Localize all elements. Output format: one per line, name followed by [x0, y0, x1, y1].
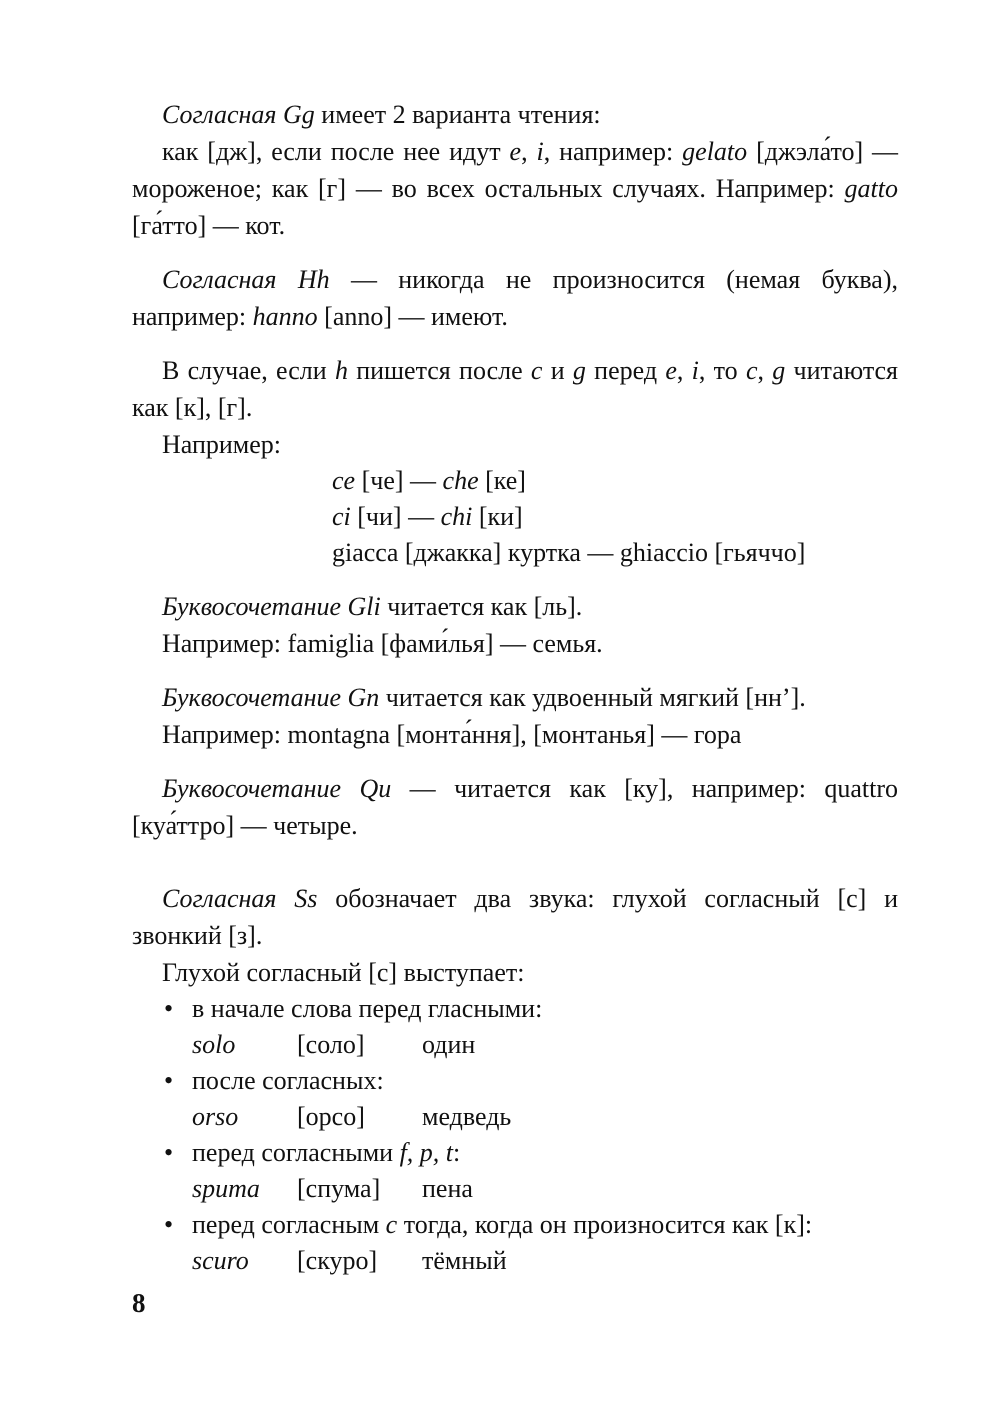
- ss-paragraph: Согласная Ss обозначает два звука: глухой согласный [с] и звонкий [з].: [132, 884, 898, 950]
- list-item: • после согласных:: [132, 1063, 898, 1099]
- example-line: ce [че] — che [ке]: [332, 466, 526, 495]
- bullet: •: [164, 994, 174, 1023]
- gli-heading: Буквосочетание Gli читается как [ль].: [162, 592, 583, 621]
- bullet: •: [164, 1138, 174, 1167]
- list-item: • перед согласным c тогда, когда он произносится как [к]:: [132, 1207, 898, 1243]
- word-row: scuro [скуро] тёмный: [192, 1246, 507, 1275]
- list-item: • перед согласными f, p, t:: [132, 1135, 898, 1171]
- word-row: solo [соло] один: [192, 1030, 476, 1059]
- page-number: 8: [132, 1288, 146, 1318]
- example-label: Например:: [162, 430, 282, 459]
- word-row: orso [орсо] медведь: [192, 1102, 512, 1131]
- ss-intro: Глухой согласный [с] выступает:: [162, 958, 525, 987]
- gg-heading: Согласная Gg имеет 2 варианта чтения:: [162, 100, 601, 129]
- bullet: •: [164, 1210, 174, 1239]
- example-line: ci [чи] — chi [ки]: [332, 502, 523, 531]
- ch-paragraph: В случае, если h пишется после c и g перед e, i, то c, g читаются как [к], [г].: [132, 356, 899, 422]
- qu-paragraph: Буквосочетание Qu — читается как [ку], например: quattro [куа́ттро] — четыре.: [132, 774, 898, 840]
- gn-example: Например: montagna [монта́ння], [монтанья] — гора: [162, 720, 742, 749]
- example-line: giacca [джакка] куртка — ghiaccio [гьяччо]: [332, 538, 806, 567]
- gli-example: Например: famiglia [фами́лья] — семья.: [162, 629, 603, 658]
- bullet: •: [164, 1066, 174, 1095]
- hh-paragraph: Согласная Hh — никогда не произносится (немая буква), например: hanno [anno] — имеют.: [132, 265, 898, 331]
- word-row: spuma [спума] пена: [192, 1174, 473, 1203]
- list-item: • в начале слова перед гласными:: [132, 991, 898, 1027]
- gg-rule: как [дж], если после нее идут e, i, например: gelato [джэла́то] — мороженое; как [г] — во всех остальных случаях. Например: gatto [га́тто] — кот.: [132, 137, 899, 240]
- gn-heading: Буквосочетание Gn читается как удвоенный мягкий [нн’].: [162, 683, 806, 712]
- page-body: [132, 96, 898, 1279]
